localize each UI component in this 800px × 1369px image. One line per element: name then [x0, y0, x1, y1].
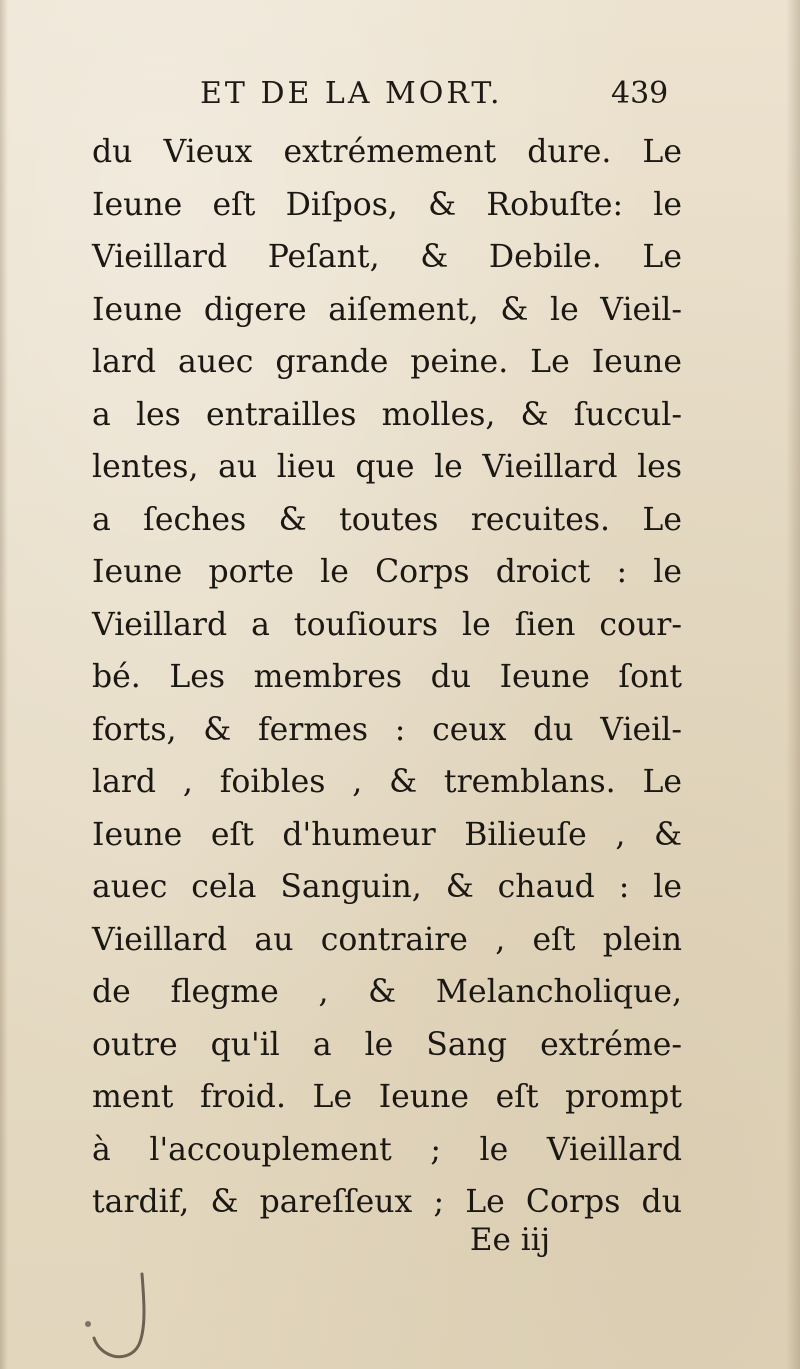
- text-line: forts, & fermes : ceux du Vieil-: [92, 711, 682, 748]
- text-line: bé. Les membres du Ieune ſont: [92, 659, 682, 695]
- text-line: lentes, au lieu que le Vieillard les: [92, 449, 682, 485]
- page-shadow-right: [786, 0, 800, 1369]
- text-line: Ieune porte le Corps droict : le: [92, 554, 682, 590]
- text-line: à l'accouplement ; le Vieillard: [92, 1131, 682, 1168]
- text-line: Ieune eſt d'humeur Bilieuſe , &: [92, 816, 682, 853]
- text-line: du Vieux extrémement dure. Le: [92, 134, 682, 170]
- text-line: Vieillard a touſiours le ſien cour-: [92, 606, 682, 643]
- text-line: auec cela Sanguin, & chaud : le: [92, 869, 682, 905]
- page-number: 439: [611, 76, 669, 111]
- text-line: a ſeches & toutes recuites. Le: [92, 501, 682, 538]
- body-text: [92, 126, 682, 1229]
- text-line: tardif, & pareſſeux ; Le Corps du: [92, 1184, 682, 1220]
- text-line: lard , foibles , & tremblans. Le: [92, 764, 682, 800]
- text-line: lard auec grande peine. Le Ieune: [92, 344, 682, 380]
- text-line: Ieune eſt Diſpos, & Robuſte: le: [92, 186, 682, 223]
- running-head: [200, 76, 680, 126]
- text-line: outre qu'il a le Sang extréme-: [92, 1026, 682, 1063]
- text-line: de flegme , & Melancholique,: [92, 974, 682, 1010]
- ink-blot-icon: [80, 1270, 160, 1365]
- text-line: ment froid. Le Ieune eſt prompt: [92, 1079, 682, 1115]
- signature-mark: Ee iij: [469, 1222, 551, 1258]
- text-line: Vieillard au contraire , eſt plein: [92, 921, 682, 958]
- page-shadow-left: [0, 0, 8, 1369]
- text-line: Ieune digere aiſement, & le Vieil-: [92, 291, 682, 328]
- text-line: Vieillard Peſant, & Debile. Le: [92, 239, 682, 275]
- running-title: ET DE LA MORT.: [200, 76, 503, 111]
- text-line: a les entrailles molles, & ſuccul-: [92, 396, 682, 433]
